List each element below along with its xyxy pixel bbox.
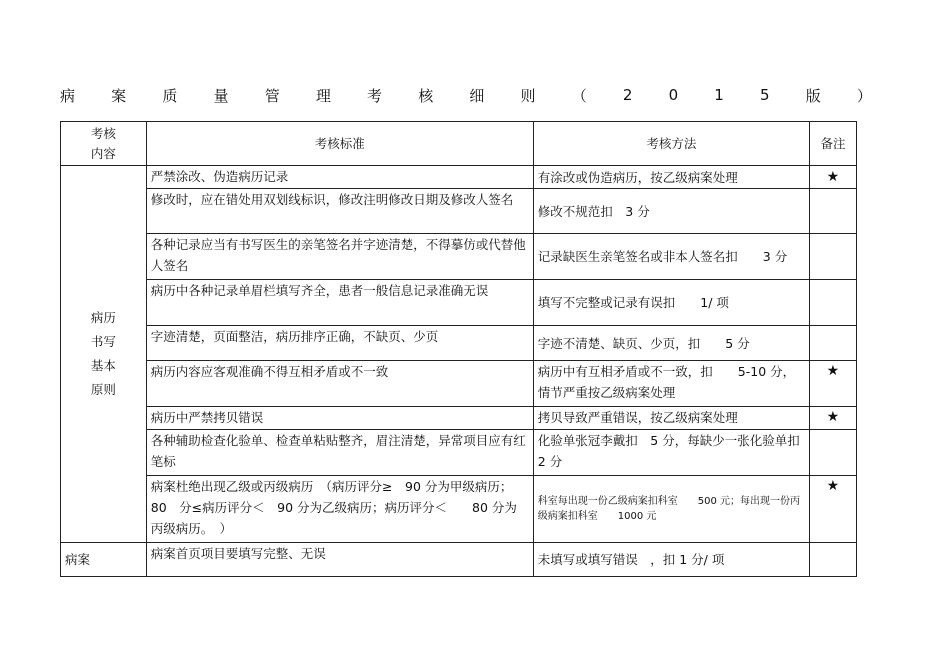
method-cell: 未填写或填写错误 ，扣 1 分/ 项 bbox=[533, 543, 809, 577]
standard-cell: 各种辅助检查化验单、检查单粘贴整齐，眉注清楚，异常项目应有红笔标 bbox=[146, 430, 533, 476]
header-row bbox=[61, 122, 857, 166]
title-char: 则 bbox=[520, 86, 536, 105]
standard-cell: 各种记录应当有书写医生的亲笔签名并字迹清楚，不得摹仿或代替他人签名 bbox=[146, 234, 533, 280]
title-char: 量 bbox=[213, 86, 229, 105]
title-char: 版 bbox=[805, 86, 821, 105]
standard-cell: 修改时，应在错处用双划线标识，修改注明修改日期及修改人签名 bbox=[146, 189, 533, 234]
title-char: （ bbox=[571, 86, 587, 105]
note-cell bbox=[809, 430, 856, 476]
note-cell bbox=[809, 543, 856, 577]
standard-cell: 病案首页项目要填写完整、无误 bbox=[146, 543, 533, 577]
standard-cell: 病历中严禁拷贝错误 bbox=[146, 407, 533, 430]
standard-cell: 病案杜绝出现乙级或丙级病历 （病历评分≥ 90 分为甲级病历； 80 分≤病历评分＜ 90 分为乙级病历；病历评分＜ 80 分为丙级病历。 ） bbox=[146, 476, 533, 543]
title-char: 管 bbox=[264, 86, 280, 105]
star-mark: ★ bbox=[809, 166, 856, 189]
table-row bbox=[61, 543, 857, 577]
header-content: 考核 内容 bbox=[61, 122, 147, 166]
star-mark: ★ bbox=[809, 361, 856, 407]
title-char: 1 bbox=[714, 86, 724, 104]
standard-cell: 字迹清楚，页面整洁，病历排序正确，不缺页、少页 bbox=[146, 326, 533, 361]
table-row bbox=[61, 280, 857, 326]
star-mark: ★ bbox=[809, 407, 856, 430]
header-standard: 考核标准 bbox=[146, 122, 533, 166]
note-cell bbox=[809, 234, 856, 280]
standard-cell: 病历内容应客观准确不得互相矛盾或不一致 bbox=[146, 361, 533, 407]
table-row bbox=[61, 189, 857, 234]
title-char: 细 bbox=[469, 86, 485, 105]
star-mark: ★ bbox=[809, 476, 856, 543]
standard-cell: 严禁涂改、伪造病历记录 bbox=[146, 166, 533, 189]
title-char: 案 bbox=[111, 86, 127, 105]
title-char: ） bbox=[856, 86, 872, 105]
table-row bbox=[61, 407, 857, 430]
method-cell: 病历中有互相矛盾或不一致，扣 5-10 分，情节严重按乙级病案处理 bbox=[533, 361, 809, 407]
table-row bbox=[61, 166, 857, 189]
title-char: 理 bbox=[315, 86, 331, 105]
category-cell: 病案 bbox=[61, 543, 147, 577]
table-row bbox=[61, 326, 857, 361]
standard-cell: 病历中各种记录单眉栏填写齐全，患者一般信息记录准确无误 bbox=[146, 280, 533, 326]
title-char: 病 bbox=[60, 86, 76, 105]
table-row bbox=[61, 234, 857, 280]
method-cell: 拷贝导致严重错误，按乙级病案处理 bbox=[533, 407, 809, 430]
title-char: 0 bbox=[668, 86, 679, 104]
method-cell: 修改不规范扣 3 分 bbox=[533, 189, 809, 234]
table-row bbox=[61, 476, 857, 543]
title-char: 核 bbox=[418, 86, 434, 105]
category-cell: 病历 书写 基本 原则 bbox=[61, 166, 147, 543]
note-cell bbox=[809, 189, 856, 234]
note-cell bbox=[809, 326, 856, 361]
header-method: 考核方法 bbox=[533, 122, 809, 166]
title-char: 5 bbox=[760, 86, 770, 104]
method-cell: 化验单张冠李戴扣 5 分，每缺少一张化验单扣 2 分 bbox=[533, 430, 809, 476]
document-title bbox=[60, 84, 872, 106]
method-cell: 填写不完整或记录有误扣 1/ 项 bbox=[533, 280, 809, 326]
method-cell: 字迹不清楚、缺页、少页，扣 5 分 bbox=[533, 326, 809, 361]
assessment-table bbox=[60, 121, 857, 577]
header-note: 备注 bbox=[809, 122, 856, 166]
title-char: 质 bbox=[162, 86, 178, 105]
method-cell: 科室每出现一份乙级病案扣科室 500 元；每出现一份丙级病案扣科室 1000 元 bbox=[533, 476, 809, 543]
method-cell: 有涂改或伪造病历，按乙级病案处理 bbox=[533, 166, 809, 189]
title-char: 2 bbox=[622, 86, 633, 104]
table-row bbox=[61, 430, 857, 476]
note-cell bbox=[809, 280, 856, 326]
table-row bbox=[61, 361, 857, 407]
title-char: 考 bbox=[367, 86, 383, 105]
method-cell: 记录缺医生亲笔签名或非本人签名扣 3 分 bbox=[533, 234, 809, 280]
